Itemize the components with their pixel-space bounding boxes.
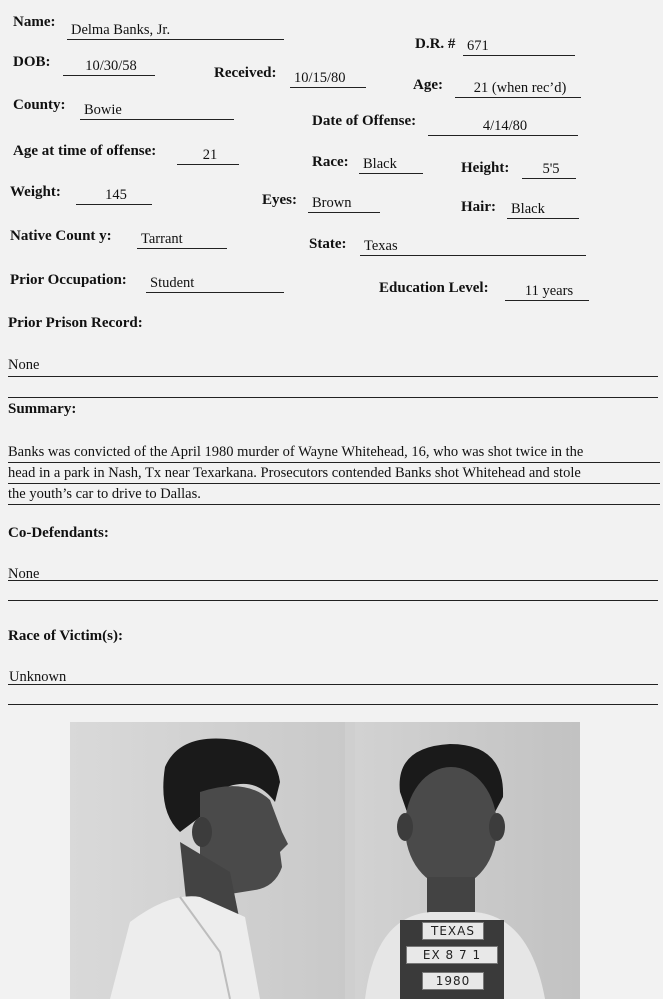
- age-offense-label: Age at time of offense:: [13, 143, 157, 159]
- prior-record-rule: [8, 376, 658, 377]
- summary-line: the youth’s car to drive to Dallas.: [8, 484, 660, 505]
- occupation-value: Student: [146, 275, 284, 293]
- offense-date-value: 4/14/80: [428, 118, 578, 136]
- profile-panel: [70, 722, 345, 999]
- placard-state: TEXAS: [422, 922, 484, 940]
- codefendants-value: None: [8, 566, 40, 582]
- occupation-label: Prior Occupation:: [10, 272, 127, 288]
- placard-year: 1980: [422, 972, 484, 990]
- race-label: Race:: [312, 154, 349, 170]
- received-value: 10/15/80: [290, 70, 366, 88]
- victim-race-rule: [8, 684, 658, 685]
- prior-record-label: Prior Prison Record:: [8, 315, 143, 331]
- summary-line: head in a park in Nash, Tx near Texarkana. Prosecutors contended Banks shot Whitehead and stole: [8, 463, 660, 484]
- profile-silhouette: [70, 722, 345, 999]
- name-value: Delma Banks, Jr.: [67, 22, 284, 40]
- native-county-value: Tarrant: [137, 231, 227, 249]
- age-value: 21 (when rec’d): [455, 80, 581, 98]
- weight-label: Weight:: [10, 184, 61, 200]
- victim-race-rule: [8, 704, 658, 705]
- prior-record-rule: [8, 397, 658, 398]
- placard-number: EX 8 7 1: [406, 946, 498, 964]
- age-offense-value: 21: [177, 147, 239, 165]
- eyes-label: Eyes:: [262, 192, 297, 208]
- hair-label: Hair:: [461, 199, 496, 215]
- codefendants-rule: [8, 580, 658, 581]
- weight-value: 145: [76, 187, 152, 205]
- mugshot-photo: [70, 722, 580, 999]
- dr-label: D.R. #: [415, 36, 456, 52]
- summary-text: [8, 442, 660, 505]
- county-value: Bowie: [80, 102, 234, 120]
- summary-line: Banks was convicted of the April 1980 murder of Wayne Whitehead, 16, who was shot twice in the: [8, 442, 660, 463]
- offense-date-label: Date of Offense:: [312, 113, 417, 129]
- height-label: Height:: [461, 160, 510, 176]
- id-placard: [400, 920, 504, 999]
- height-value: 5'5: [522, 161, 576, 179]
- victim-race-label: Race of Victim(s):: [8, 628, 123, 644]
- native-county-label: Native Count y:: [10, 228, 112, 244]
- county-label: County:: [13, 97, 66, 113]
- hair-value: Black: [507, 201, 579, 219]
- state-label: State:: [309, 236, 347, 252]
- codefendants-label: Co-Defendants:: [8, 525, 109, 541]
- dr-value: 671: [463, 38, 575, 56]
- prior-record-value: None: [8, 357, 40, 373]
- name-label: Name:: [13, 14, 56, 30]
- education-value: 11 years: [505, 283, 589, 301]
- victim-race-value: Unknown: [9, 669, 67, 685]
- codefendants-rule: [8, 600, 658, 601]
- state-value: Texas: [360, 238, 586, 256]
- race-value: Black: [359, 156, 423, 174]
- summary-label: Summary:: [8, 401, 77, 417]
- eyes-value: Brown: [308, 195, 380, 213]
- education-label: Education Level:: [379, 280, 489, 296]
- dob-value: 10/30/58: [63, 58, 155, 76]
- dob-label: DOB:: [13, 54, 51, 70]
- age-label: Age:: [413, 77, 443, 93]
- received-label: Received:: [214, 65, 277, 81]
